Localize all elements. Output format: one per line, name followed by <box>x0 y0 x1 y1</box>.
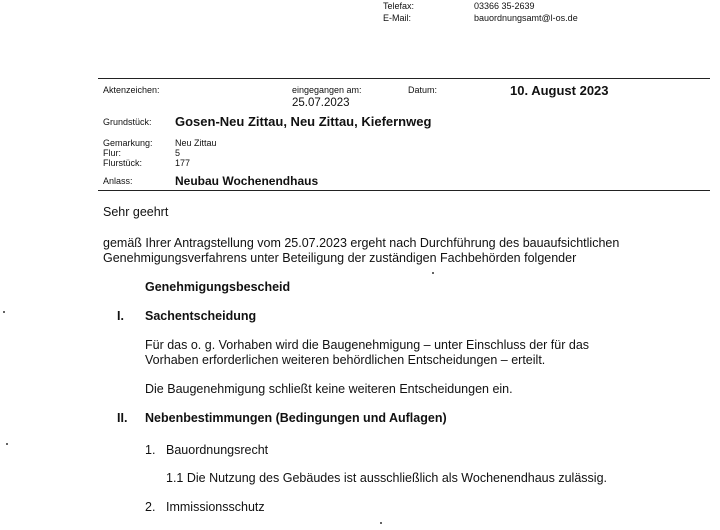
district-value: Neu Zittau <box>175 138 217 148</box>
district-label: Gemarkung: <box>103 138 153 148</box>
lot-label: Flurstück: <box>103 158 143 168</box>
subject-rule <box>98 190 710 191</box>
scan-speck <box>432 272 434 274</box>
purpose-value: Neubau Wochenendhaus <box>175 174 319 188</box>
item-2-title: Immissionsschutz <box>166 500 265 514</box>
scan-speck <box>3 311 5 313</box>
parcel-value: Gosen-Neu Zittau, Neu Zittau, Kiefernweg <box>175 114 432 129</box>
decision-title: Genehmigungsbescheid <box>145 280 291 294</box>
field-value: 5 <box>175 148 181 158</box>
scan-speck <box>6 443 8 445</box>
lot-value: 177 <box>175 158 191 168</box>
intro-line-2: Genehmigungsverfahrens unter Beteiligung der zuständigen Fachbehörden folgender <box>103 251 577 265</box>
fax-value: 03366 35-2639 <box>474 1 535 11</box>
item-1-title: Bauordnungsrecht <box>166 443 269 457</box>
purpose-label: Anlass: <box>103 176 133 186</box>
salutation: Sehr geehrt <box>103 205 169 219</box>
item-1-number: 1. <box>145 443 156 457</box>
field-label: Flur: <box>103 148 121 158</box>
parcel-label: Grundstück: <box>103 117 152 127</box>
section-1-paragraph-1-line-1: Für das o. g. Vorhaben wird die Baugenehmigung – unter Einschluss der für das <box>145 338 590 352</box>
section-1-title: Sachentscheidung <box>145 309 257 323</box>
section-2-number: II. <box>117 411 128 425</box>
email-label: E-Mail: <box>383 13 412 23</box>
item-2-number: 2. <box>145 500 156 514</box>
section-1-paragraph-1-line-2: Vorhaben erforderlichen weiteren behördlichen Entscheidungen – erteilt. <box>145 353 546 367</box>
email-value: bauordnungsamt@l-os.de <box>474 13 578 23</box>
received-label: eingegangen am: <box>292 85 362 95</box>
item-1-1-text: 1.1 Die Nutzung des Gebäudes ist ausschließlich als Wochenendhaus zulässig. <box>166 471 607 485</box>
file-number-label: Aktenzeichen: <box>103 85 160 95</box>
scan-speck <box>380 522 382 524</box>
section-1-number: I. <box>117 309 124 323</box>
header-rule <box>98 78 710 79</box>
section-1-paragraph-2: Die Baugenehmigung schließt keine weiteren Entscheidungen ein. <box>145 382 513 396</box>
date-label: Datum: <box>408 85 438 95</box>
section-2-title: Nebenbestimmungen (Bedingungen und Auflagen) <box>145 411 447 425</box>
intro-line-1: gemäß Ihrer Antragstellung vom 25.07.2023 ergeht nach Durchführung des bauaufsichtlichen <box>103 236 620 250</box>
received-date: 25.07.2023 <box>292 97 350 109</box>
letter-date: 10. August 2023 <box>510 83 609 98</box>
fax-label: Telefax: <box>383 1 415 11</box>
